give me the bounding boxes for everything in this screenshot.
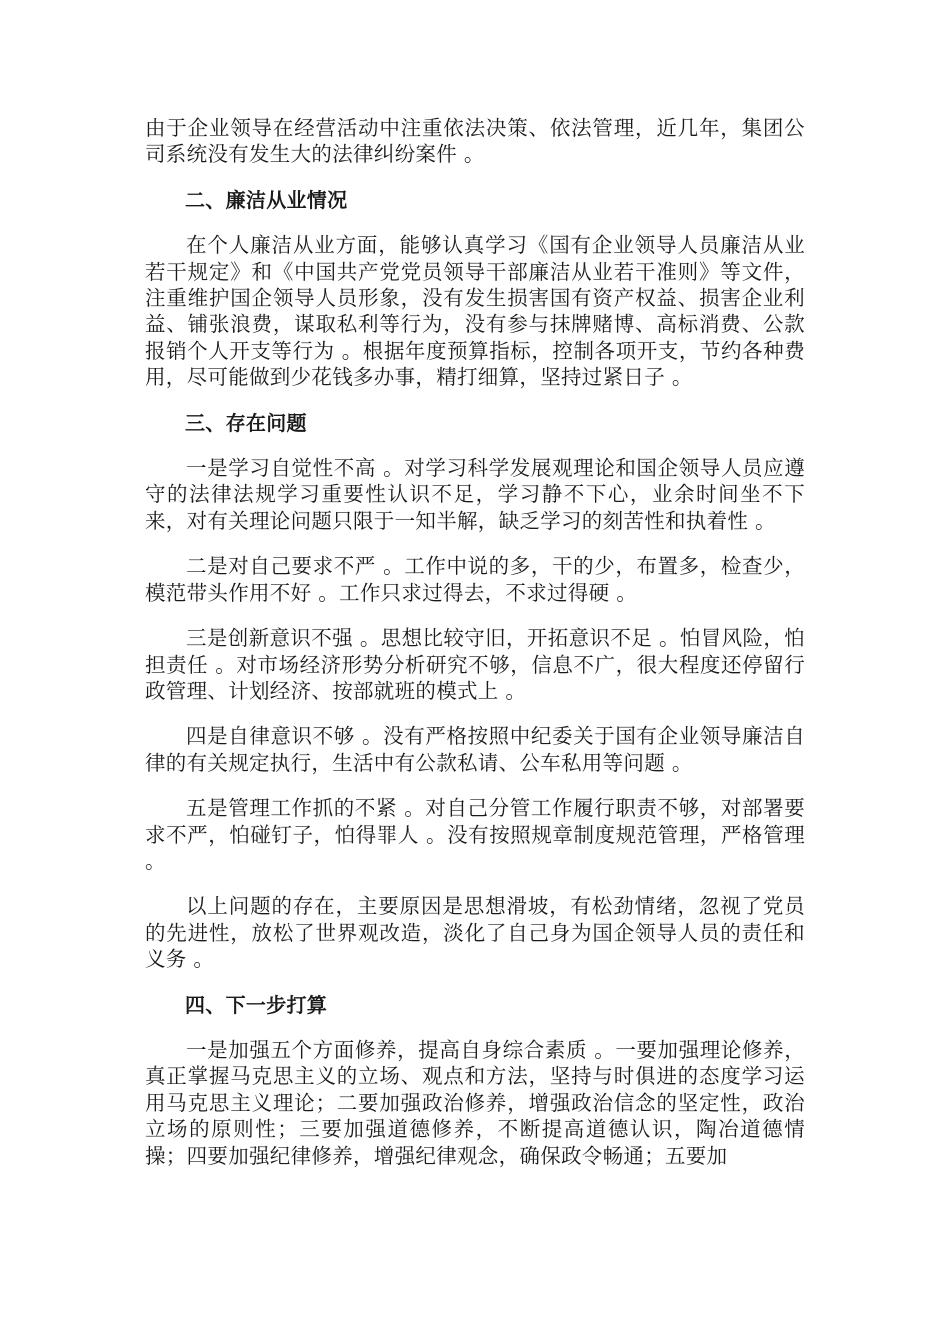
body-paragraph: 以上问题的存在，主要原因是思想滑坡，有松劲情绪，忽视了党员的先进性，放松了世界观改造，淡化了自己身为国企领导人员的责任和义务 。 xyxy=(145,894,805,972)
body-paragraph: 三是创新意识不强 。思想比较守旧，开拓意识不足 。怕冒风险，怕担责任 。对市场经济形势分析研究不够，信息不广，很大程度还停留行政管理、计划经济、按部就班的模式上 。 xyxy=(145,626,805,703)
body-paragraph: 一是学习自觉性不高 。对学习科学发展观理论和国企领导人员应遵守的法律法规学习重要性认识不足，学习静不下心，业余时间坐不下来，对有关理论问题只限于一知半解，缺乏学习的刻苦性和执着性 。 xyxy=(145,456,805,533)
body-paragraph: 五是管理工作抓的不紧 。对自己分管工作履行职责不够，对部署要求不严，怕碰钉子，怕得罪人 。没有按照规章制度规范管理，严格管理 。 xyxy=(145,796,805,873)
body-paragraph: 由于企业领导在经营活动中注重依法决策、依法管理，近几年，集团公司系统没有发生大的法律纠纷案件 。 xyxy=(145,116,805,167)
section-heading-integrity: 二、廉洁从业情况 xyxy=(185,187,348,212)
section-heading-problems: 三、存在问题 xyxy=(185,410,307,435)
section-heading-next-steps: 四、下一步打算 xyxy=(185,992,328,1017)
body-paragraph: 在个人廉洁从业方面，能够认真学习《国有企业领导人员廉洁从业若干规定》和《中国共产党党员领导干部廉洁从业若干准则》等文件，注重维护国企领导人员形象，没有发生损害国有资产权益、损害企业利益、铺张浪费，谋取私利等行为，没有参与抹牌赌博、高标消费、公款报销个人开支等行为 。根据年度预算指标，控制各项开支，节约各种费用，尽可能做到少花钱多办事，精打细算，坚持过紧日子 。 xyxy=(145,233,805,390)
body-paragraph: 四是自律意识不够 。没有严格按照中纪委关于国有企业领导廉洁自律的有关规定执行，生活中有公款私请、公车私用等问题 。 xyxy=(145,724,805,775)
body-paragraph: 二是对自己要求不严 。工作中说的多，干的少，布置多，检查少，模范带头作用不好 。工作只求过得去，不求过得硬 。 xyxy=(145,554,805,605)
body-paragraph: 一是加强五个方面修养，提高自身综合素质 。一要加强理论修养，真正掌握马克思主义的立场、观点和方法，坚持与时俱进的态度学习运用马克思主义理论；二要加强政治修养，增强政治信念的坚定性，政治立场的原则性；三要加强道德修养，不断提高道德认识，陶冶道德情操；四要加强纪律修养，增强纪律观念，确保政令畅通；五要加 xyxy=(145,1037,805,1168)
document-body xyxy=(145,115,805,1188)
